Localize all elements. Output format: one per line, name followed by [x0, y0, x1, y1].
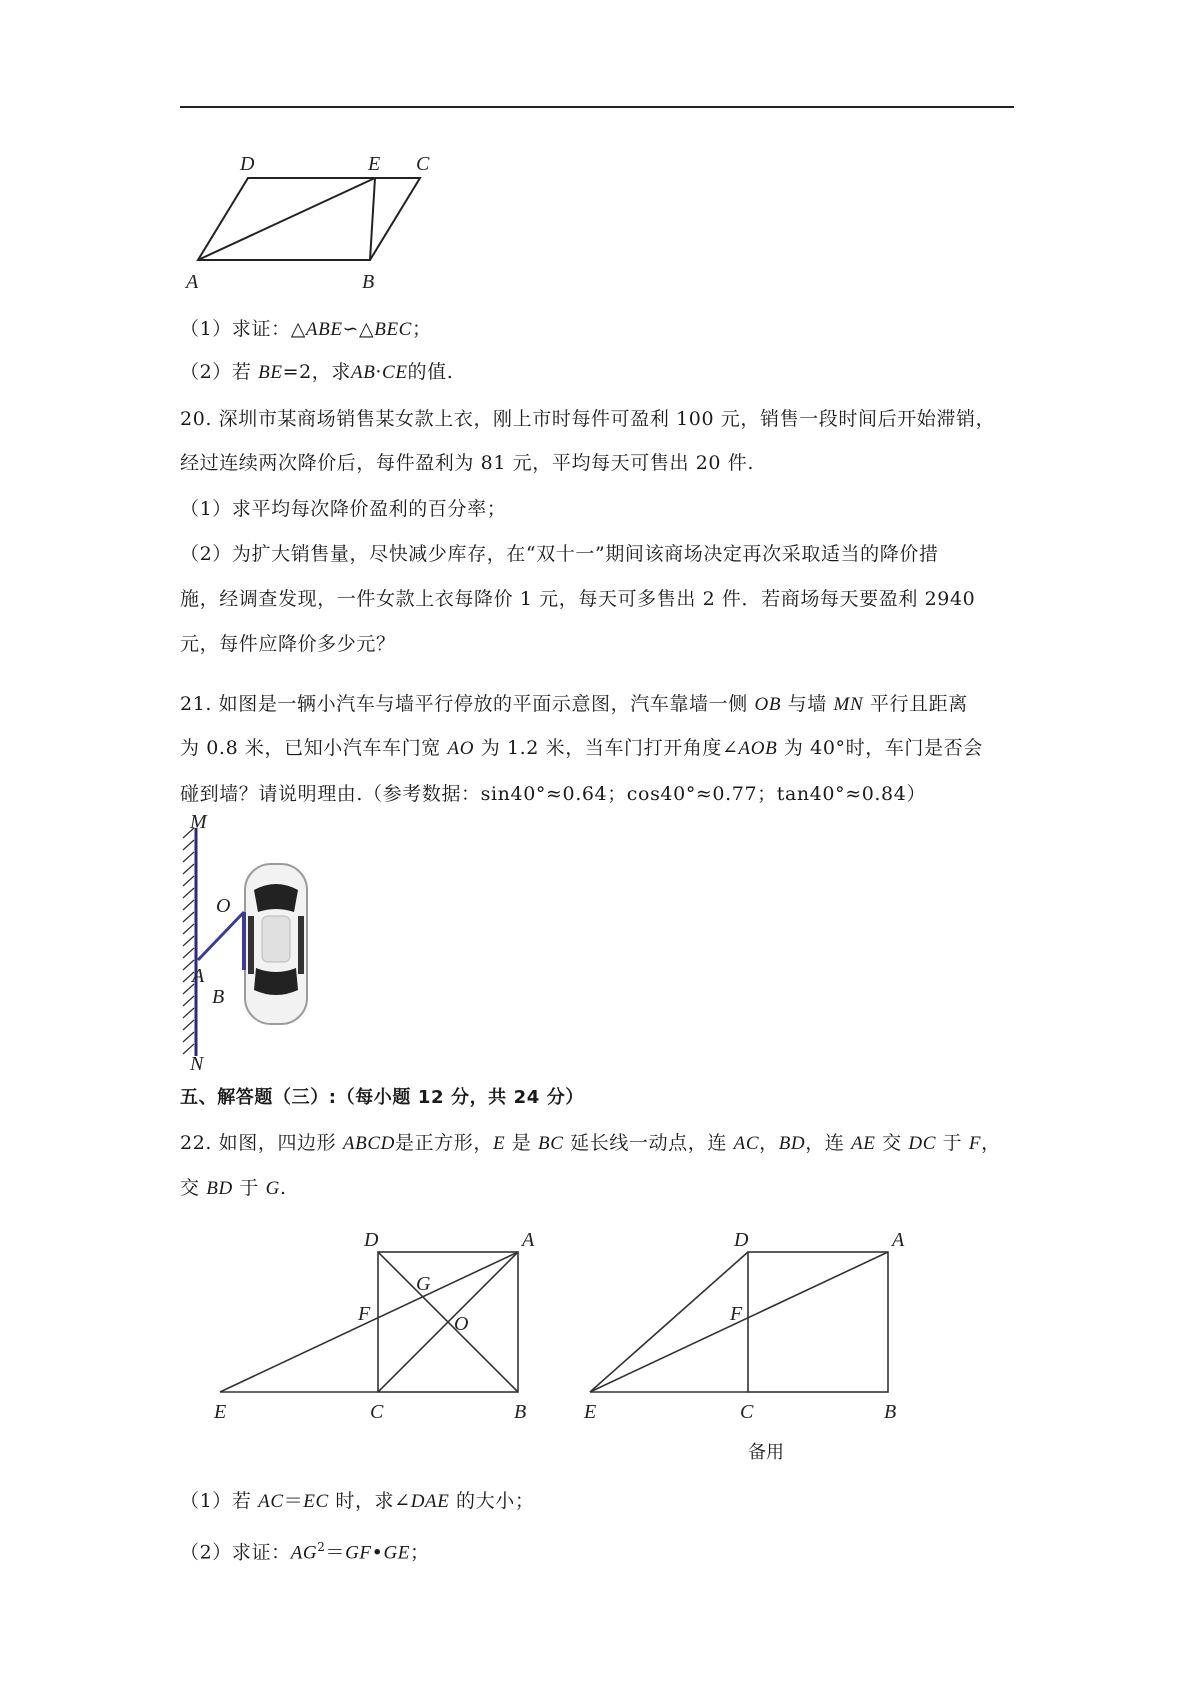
label-d: D	[734, 1229, 749, 1251]
label-b: B	[884, 1401, 897, 1423]
q20-line4: （2）为扩大销售量，尽快减少库存，在“双十一”期间该商场决定再次采取适当的降价措	[180, 543, 939, 565]
label-e: E	[368, 153, 381, 175]
q19-part1: （1）求证：△ABE∽△BEC；	[180, 318, 432, 340]
q22-part1: （1）若 AC＝EC 时，求∠DAE 的大小；	[180, 1490, 535, 1512]
q22-part2: （2）求证：$AG^2=GF•GE$；	[180, 1540, 430, 1564]
label-c: C	[370, 1401, 384, 1423]
label-d: D	[364, 1229, 379, 1251]
label-a: A	[192, 965, 205, 987]
label-f: F	[730, 1303, 743, 1325]
label-a: A	[892, 1229, 905, 1251]
square-figure-backup	[580, 1229, 910, 1432]
q20-line6: 元，每件应降价多少元？	[180, 633, 396, 655]
q19-part2: （2）若 BE=2，求AB·CE的值.	[180, 361, 454, 383]
backup-caption: 备用	[748, 1442, 784, 1463]
q22-line1: 22. 如图，四边形 ABCD是正方形，E 是 BC 延长线一动点，连 AC，BD，连 AE 交 DC 于 F，	[180, 1132, 1001, 1154]
segment-ae	[198, 178, 375, 260]
segment-oa	[198, 912, 244, 960]
label-g: G	[416, 1273, 431, 1295]
square-figure-main	[210, 1229, 540, 1432]
wall-hatch	[183, 828, 194, 1054]
segment-be	[370, 178, 375, 260]
q20-line3: （1）求平均每次降价盈利的百分率；	[180, 498, 507, 520]
parallelogram-abcd	[198, 178, 420, 260]
q20-line2: 经过连续两次降价后，每件盈利为 81 元，平均每天可售出 20 件.	[180, 452, 754, 474]
q20-line5: 施，经调查发现，一件女款上衣每降价 1 元，每天可多售出 2 件．若商场每天要盈利 2940	[180, 588, 976, 610]
segment-ed	[590, 1252, 748, 1392]
q21-line3: 碰到墙？请说明理由.（参考数据：sin40°≈0.64；cos40°≈0.77；tan40°≈0.84）	[180, 783, 927, 805]
car-wall-figure	[180, 811, 340, 1075]
square-abcd	[748, 1252, 888, 1392]
label-b: B	[514, 1401, 527, 1423]
section-5-title: 五、解答题（三）:（每小题 12 分，共 24 分）	[180, 1087, 584, 1108]
label-b: B	[212, 986, 225, 1008]
label-a: A	[186, 271, 199, 293]
q20-line1: 20. 深圳市某商场销售某女款上衣，刚上市时每件可盈利 100 元，销售一段时间后开始滞销，	[180, 408, 996, 430]
label-m: M	[190, 811, 207, 833]
car-icon	[245, 864, 307, 1024]
label-a: A	[522, 1229, 535, 1251]
label-f: F	[358, 1303, 371, 1325]
label-b: B	[362, 271, 375, 293]
label-o: O	[216, 895, 231, 917]
label-c: C	[740, 1401, 754, 1423]
header-rule	[180, 106, 1014, 108]
q22-line2: 交 BD 于 G.	[180, 1177, 287, 1199]
label-o: O	[454, 1313, 469, 1335]
label-e: E	[214, 1401, 227, 1423]
q21-line1: 21. 如图是一辆小汽车与墙平行停放的平面示意图，汽车靠墙一侧 OB 与墙 MN 平行且距离	[180, 693, 968, 715]
parallelogram-figure	[180, 150, 450, 295]
q21-line2: 为 0.8 米，已知小汽车车门宽 AO 为 1.2 米，当车门打开角度∠AOB 为 40°时，车门是否会	[180, 737, 983, 759]
label-n: N	[190, 1053, 204, 1075]
label-c: C	[416, 153, 430, 175]
label-d: D	[240, 153, 255, 175]
label-e: E	[584, 1401, 597, 1423]
